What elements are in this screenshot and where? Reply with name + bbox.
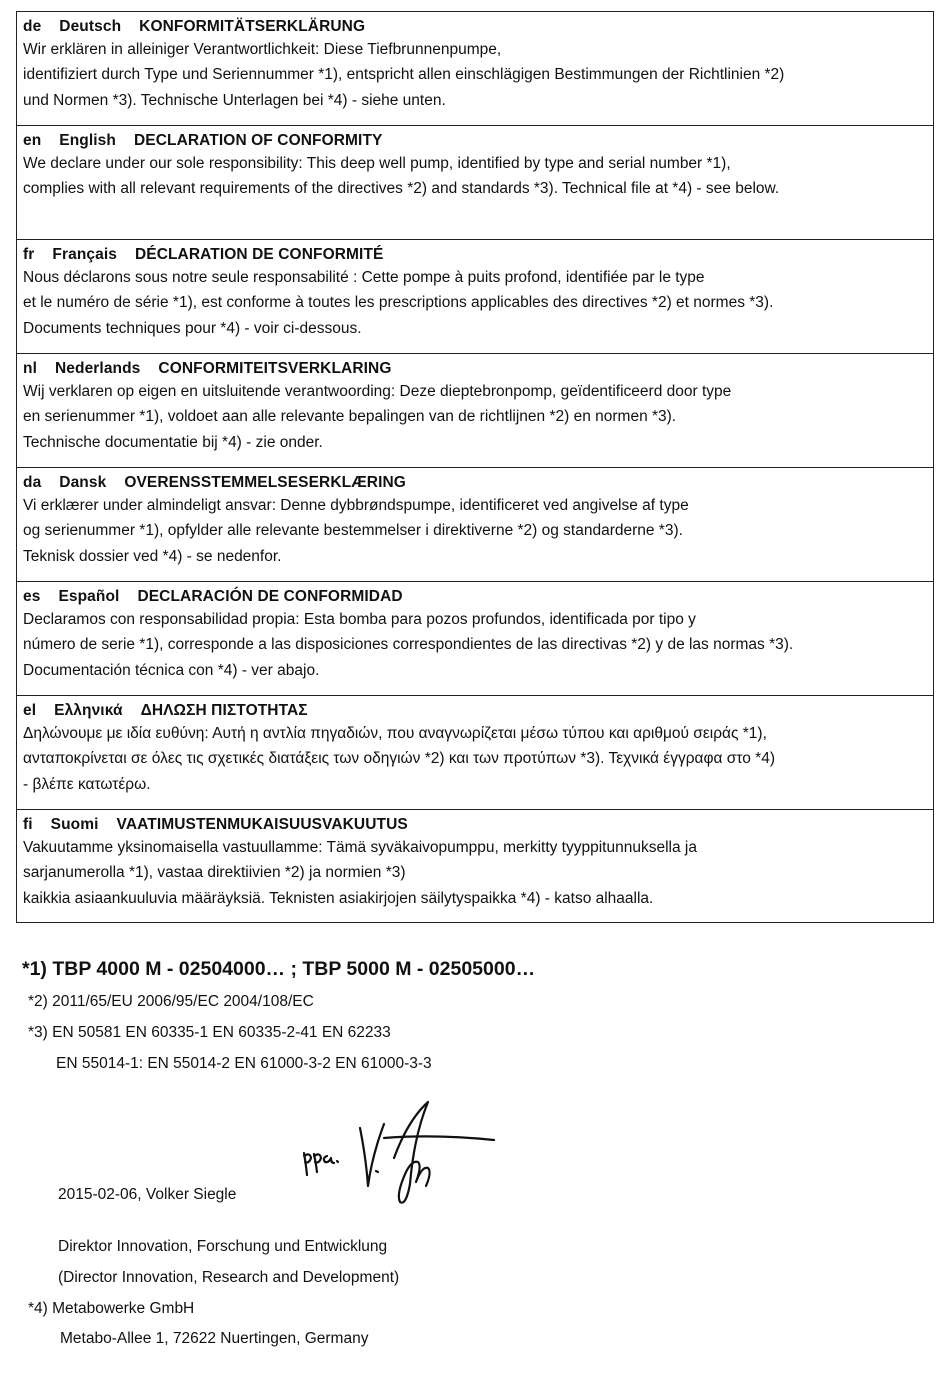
block-header — [17, 354, 933, 379]
body-line: sarjanumerolla *1), vastaa direktiivien *2) ja normien *3) — [23, 864, 406, 882]
block-title: OVERENSSTEMMELSESERKLÆRING — [124, 474, 406, 491]
block-body — [17, 265, 933, 341]
body-line: complies with all relevant requirements of the directives *2) and standards *3). Technical file at *4) - see below. — [23, 180, 780, 198]
body-line: en serienummer *1), voldoet aan alle relevante bepalingen van de richtlijnen *2) en normen *3). — [23, 408, 677, 426]
block-header — [17, 12, 933, 37]
body-line: Vi erklærer under almindeligt ansvar: Denne dybbrøndspumpe, identificeret ved angivelse af type — [23, 497, 689, 514]
product-footnote: *1) TBP 4000 M - 02504000… ; TBP 5000 M - 02505000… — [22, 958, 536, 980]
body-line: Teknisk dossier ved *4) - se nedenfor. — [23, 547, 282, 565]
lang-name: Suomi — [50, 816, 99, 833]
block-body — [17, 721, 933, 797]
lang-code: es — [23, 588, 41, 605]
declaration-table — [16, 11, 934, 923]
signer-role-en: (Director Innovation, Research and Development) — [58, 1269, 400, 1286]
block-title: VAATIMUSTENMUKAISUUSVAKUUTUS — [116, 816, 408, 833]
block-header — [17, 468, 933, 493]
lang-code: el — [23, 702, 37, 719]
lang-name: Dansk — [59, 474, 107, 491]
declaration-block-fr — [16, 239, 934, 353]
lang-name: Español — [58, 588, 120, 605]
declaration-block-en — [16, 125, 934, 239]
block-body — [17, 379, 933, 455]
block-body — [17, 151, 933, 202]
block-body — [17, 37, 933, 113]
block-header — [17, 582, 933, 607]
declaration-block-nl — [16, 353, 934, 467]
directives-footnote: *2) 2011/65/EU 2006/95/EC 2004/108/EC — [28, 993, 314, 1010]
lang-code: da — [23, 474, 42, 491]
body-line: Technische documentatie bij *4) - zie onder. — [23, 433, 323, 451]
lang-code: nl — [23, 360, 37, 377]
block-title: DECLARATION OF CONFORMITY — [133, 132, 383, 149]
standards-footnote: *3) EN 50581 EN 60335-1 EN 60335-2-41 EN 62233 — [28, 1024, 391, 1041]
lang-name: Français — [52, 246, 117, 263]
body-line: Wir erklären in alleiniger Verantwortlichkeit: Diese Tiefbrunnenpumpe, — [23, 41, 502, 58]
body-line: Δηλώνουμε με ιδία ευθύνη: Αυτή η αντλία πηγαδιών, που αναγνωρίζεται μέσω τύπου και αριθμού σειράς *1), — [23, 725, 767, 742]
company-footnote: *4) Metabowerke GmbH — [28, 1300, 195, 1317]
body-line: et le numéro de série *1), est conforme à toutes les prescriptions applicables des directives *2) et normes *3). — [23, 294, 774, 312]
lang-code: fi — [23, 816, 33, 833]
body-line: Documentación técnica con *4) - ver abajo. — [23, 661, 320, 679]
body-line: identifiziert durch Type und Seriennummer *1), entspricht allen einschlägigen Bestimmungen der Richtlinien *2) — [23, 66, 785, 84]
signer-role-de: Direktor Innovation, Forschung und Entwicklung — [58, 1238, 388, 1255]
body-line: Vakuutamme yksinomaisella vastuullamme: Tämä syväkaivopumppu, merkitty tyyppitunnuksella ja — [23, 839, 697, 856]
body-line: Nous déclarons sous notre seule responsabilité : Cette pompe à puits profond, identifiée par le type — [23, 269, 705, 286]
declaration-block-fi — [16, 809, 934, 923]
body-line: Wij verklaren op eigen en uitsluitende verantwoording: Deze dieptebronpomp, geïdentificeerd door type — [23, 383, 732, 400]
block-title: DECLARACIÓN DE CONFORMIDAD — [137, 588, 403, 605]
lang-name: Deutsch — [59, 18, 122, 35]
company-address: Metabo-Allee 1, 72622 Nuertingen, Germany — [60, 1330, 369, 1347]
lang-code: fr — [23, 246, 35, 263]
signature-image — [300, 1098, 496, 1208]
block-title: DÉCLARATION DE CONFORMITÉ — [134, 246, 384, 263]
block-header — [17, 810, 933, 835]
declaration-block-da — [16, 467, 934, 581]
block-body — [17, 493, 933, 569]
lang-name: Nederlands — [54, 360, 141, 377]
block-title: KONFORMITÄTSERKLÄRUNG — [139, 18, 366, 35]
block-header — [17, 126, 933, 151]
block-body — [17, 835, 933, 911]
body-line: Declaramos con responsabilidad propia: Esta bomba para pozos profundos, identificada por tipo y — [23, 611, 696, 628]
date-and-signer: 2015-02-06, Volker Siegle — [58, 1186, 237, 1203]
body-line: kaikkia asiaankuuluvia määräyksiä. Teknisten asiakirjojen säilytyspaikka *4) - katso alhaalla. — [23, 889, 654, 907]
block-header — [17, 696, 933, 721]
body-line: ανταποκρίνεται σε όλες τις σχετικές διατάξεις των οδηγιών *2) και των προτύπων *3). Τεχνικά έγγραφα στο *4) — [23, 750, 775, 768]
body-line: - βλέπε κατωτέρω. — [23, 775, 151, 793]
block-body — [17, 607, 933, 683]
lang-name: Ελληνικά — [54, 702, 123, 719]
standards-footnote-cont: EN 55014-1: EN 55014-2 EN 61000-3-2 EN 61000-3-3 — [56, 1055, 432, 1072]
declaration-block-de — [16, 11, 934, 125]
declaration-block-es — [16, 581, 934, 695]
body-line: und Normen *3). Technische Unterlagen bei *4) - siehe unten. — [23, 91, 446, 109]
block-title: CONFORMITEITSVERKLARING — [158, 360, 392, 377]
lang-code: en — [23, 132, 42, 149]
block-title: ΔΗΛΩΣΗ ΠΙΣΤΟΤΗΤΑΣ — [140, 702, 308, 719]
declaration-block-el — [16, 695, 934, 809]
block-header — [17, 240, 933, 265]
body-line: número de serie *1), corresponde a las disposiciones correspondientes de las directivas *2) y de las normas *3). — [23, 636, 794, 654]
body-line: We declare under our sole responsibility: This deep well pump, identified by type and serial number *1), — [23, 155, 731, 172]
lang-name: English — [59, 132, 116, 149]
lang-code: de — [23, 18, 42, 35]
body-line: og serienummer *1), opfylder alle relevante bestemmelser i direktiverne *2) og standarderne *3). — [23, 522, 683, 540]
body-line: Documents techniques pour *4) - voir ci-dessous. — [23, 319, 362, 337]
